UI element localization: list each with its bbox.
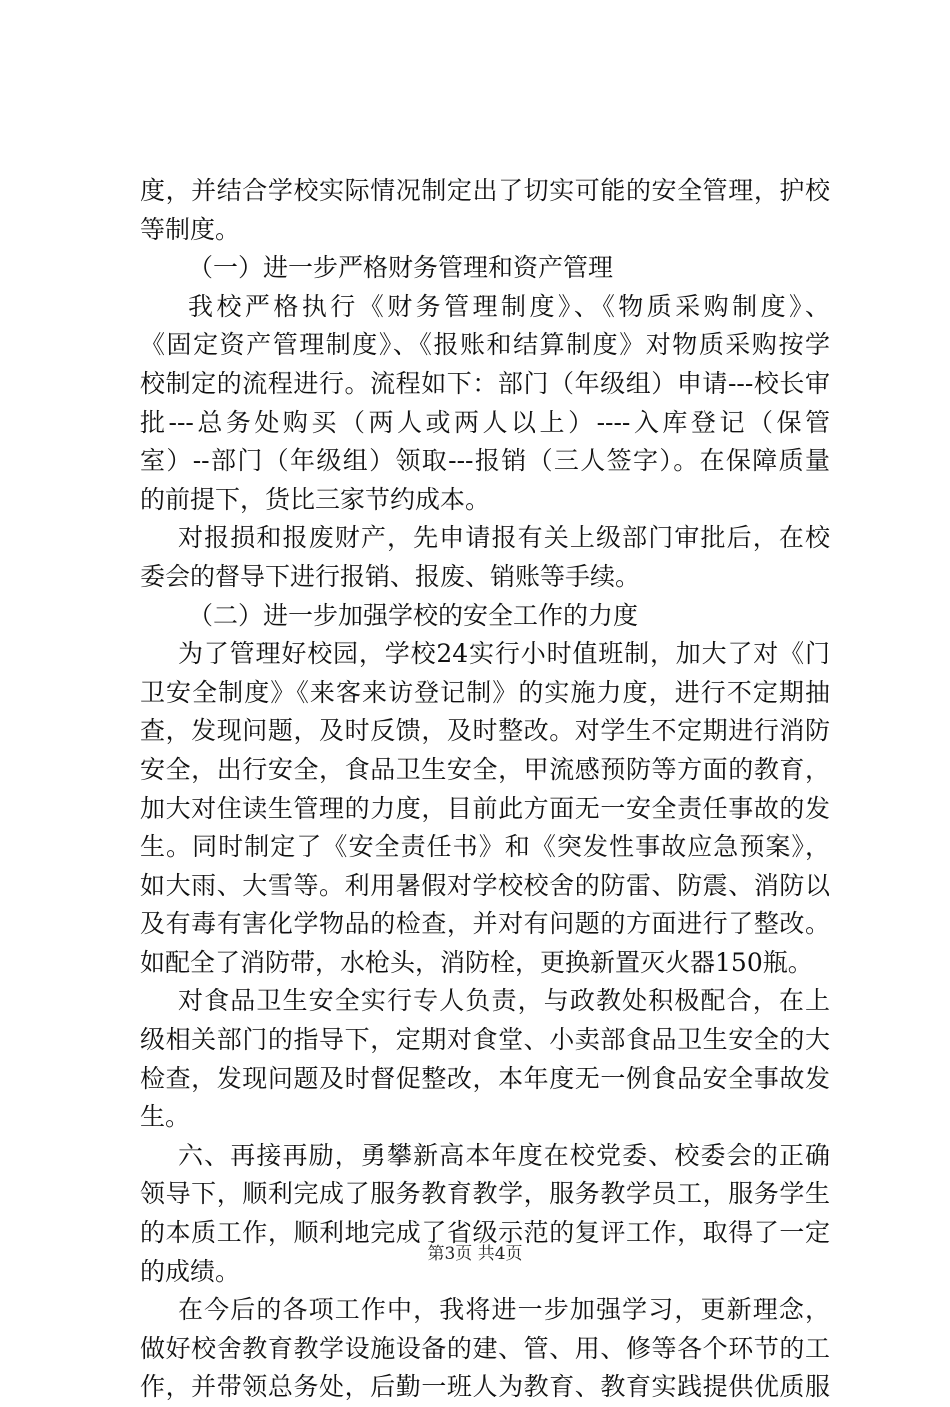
page-number: 第3页 共4页 bbox=[427, 1244, 523, 1264]
text-line: 查，发现问题，及时反馈，及时整改。对学生不定期进行消防 bbox=[140, 716, 830, 746]
text-line: 作，并带领总务处，后勤一班人为教育、教育实践提供优质服 bbox=[140, 1372, 830, 1402]
text-line: 加大对住读生管理的力度，目前此方面无一安全责任事故的发 bbox=[140, 793, 830, 823]
text-line: 对食品卫生安全实行专人负责，与政教处积极配合，在上 bbox=[178, 986, 830, 1016]
text-line: 我校严格执行《财务管理制度》、《物质采购制度》、 bbox=[188, 291, 830, 321]
text-line: 做好校舍教育教学设施设备的建、管、用、修等各个环节的工 bbox=[140, 1333, 830, 1363]
text-line: 校制定的流程进行。流程如下：部门（年级组）申请---校长审 bbox=[140, 368, 830, 398]
text-line: 对报损和报废财产，先申请报有关上级部门审批后，在校 bbox=[178, 523, 830, 553]
text-line: 领导下，顺利完成了服务教育教学，服务教学员工，服务学生 bbox=[140, 1179, 830, 1209]
text-line: 度，并结合学校实际情况制定出了切实可能的安全管理，护校 bbox=[140, 176, 830, 205]
text-line: 生。 bbox=[140, 1102, 191, 1132]
text-line: 批---总务处购买（两人或两人以上）----入库登记（保管 bbox=[140, 407, 830, 437]
text-line: 等制度。 bbox=[140, 214, 241, 244]
text-line: 的本质工作，顺利地完成了省级示范的复评工作，取得了一定 bbox=[140, 1218, 830, 1248]
text-line: 级相关部门的指导下，定期对食堂、小卖部食品卫生安全的大 bbox=[140, 1025, 830, 1055]
text-line: 《固定资产管理制度》、《报账和结算制度》对物质采购按学 bbox=[140, 330, 830, 360]
text-line: 六、再接再励，勇攀新高本年度在校党委、校委会的正确 bbox=[178, 1140, 830, 1170]
text-line: 生。同时制定了《安全责任书》和《突发性事故应急预案》， bbox=[140, 832, 830, 862]
text-line: 检查，发现问题及时督促整改，本年度无一例食品安全事故发 bbox=[140, 1063, 830, 1093]
text-line: 如配全了消防带，水枪头，消防栓，更换新置灭火器150瓶。 bbox=[140, 947, 813, 977]
text-line: 的成绩。 bbox=[140, 1256, 241, 1286]
text-line: 卫安全制度》《来客来访登记制》的实施力度，进行不定期抽 bbox=[140, 677, 830, 707]
text-line: 室）--部门（年级组）领取---报销（三人签字）。在保障质量 bbox=[140, 446, 830, 476]
text-line: 为了管理好校园，学校24实行小时值班制，加大了对《门 bbox=[178, 639, 830, 669]
section-heading: （二）进一步加强学校的安全工作的力度 bbox=[188, 600, 639, 630]
text-line: 如大雨、大雪等。利用暑假对学校校舍的防雷、防震、消防以 bbox=[140, 870, 830, 900]
text-line: 及有毒有害化学物品的检查，并对有问题的方面进行了整改。 bbox=[140, 909, 830, 939]
text-line: 在今后的各项工作中，我将进一步加强学习，更新理念， bbox=[178, 1295, 830, 1325]
text-line: 委会的督导下进行报销、报废、销账等手续。 bbox=[140, 561, 641, 591]
section-heading: （一）进一步严格财务管理和资产管理 bbox=[188, 253, 614, 283]
text-line: 的前提下，货比三家节约成本。 bbox=[140, 484, 491, 514]
page-footer bbox=[0, 1242, 950, 1266]
body-text bbox=[140, 172, 830, 1407]
text-line: 安全，出行安全，食品卫生安全，甲流感预防等方面的教育， bbox=[140, 754, 830, 784]
